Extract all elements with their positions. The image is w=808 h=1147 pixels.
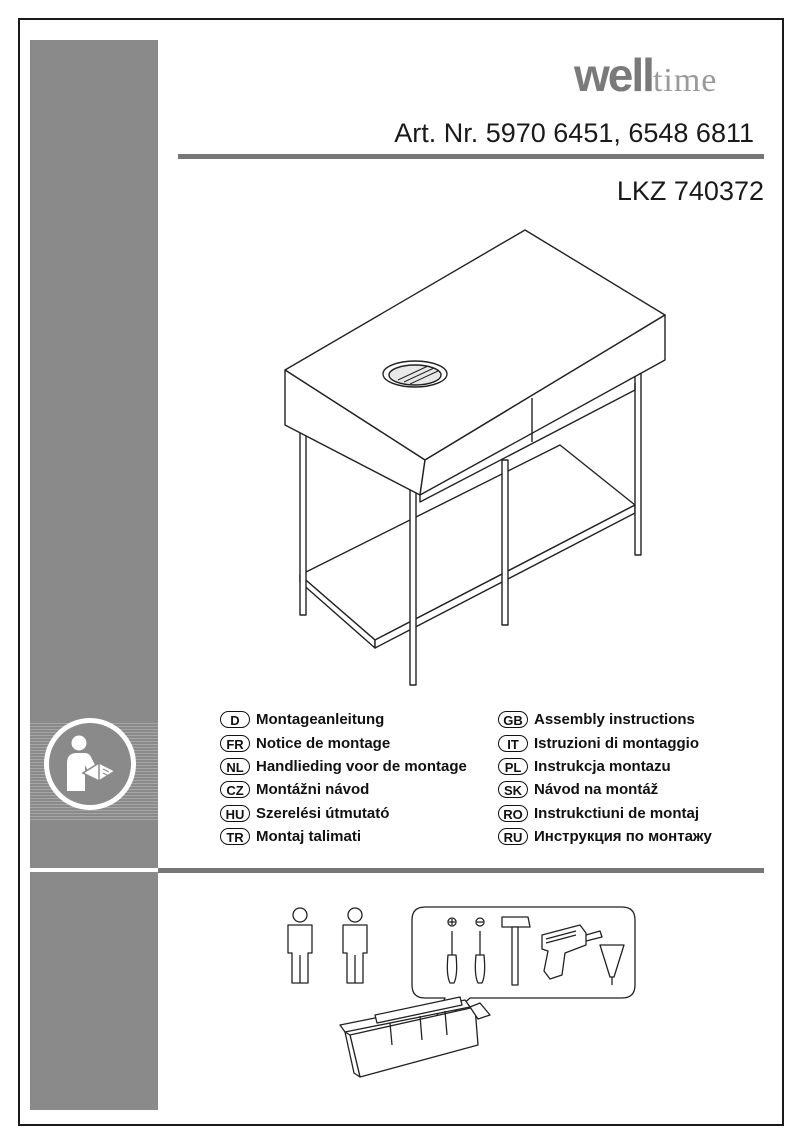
language-label: Notice de montage [256, 734, 391, 752]
language-label: Assembly instructions [534, 711, 695, 729]
language-row-pl [498, 755, 712, 778]
two-persons-icon [288, 908, 367, 983]
brand-logo-sub: time [652, 62, 718, 99]
toolbox-icon [340, 997, 490, 1077]
language-code-badge: CZ [220, 781, 250, 798]
read-instructions-icon [44, 718, 136, 810]
language-code-badge: PL [498, 758, 528, 775]
language-code-badge: IT [498, 735, 528, 752]
language-list-right [498, 708, 712, 848]
header-rule [178, 154, 764, 159]
language-code-badge: HU [220, 805, 250, 822]
language-label: Montaj talimati [256, 828, 362, 846]
section-rule [158, 868, 764, 873]
language-label: Szerelési útmutató [256, 804, 390, 822]
brand-logo-main: well [574, 49, 653, 101]
language-label: Instrukcja montazu [534, 757, 671, 775]
language-code-badge: D [220, 711, 250, 728]
language-code-badge: FR [220, 735, 250, 752]
language-code-badge: TR [220, 828, 250, 845]
language-code-badge: SK [498, 781, 528, 798]
language-row-ro [498, 802, 712, 825]
language-row-hu [220, 802, 467, 825]
language-row-nl [220, 755, 467, 778]
person-icon [343, 908, 367, 983]
vanity-table-illustration [270, 220, 670, 700]
language-label: Инструкция по монтажу [534, 828, 712, 846]
sidebar-bar [30, 40, 158, 1110]
sidebar-divider [30, 868, 158, 872]
language-row-cz [220, 778, 467, 801]
language-label: Návod na montáž [534, 781, 659, 799]
language-label: Handlieding voor de montage [256, 757, 467, 775]
language-row-gb [498, 708, 712, 731]
language-row-fr [220, 731, 467, 754]
tools-and-persons-illustration [280, 895, 640, 1080]
language-code-badge: RO [498, 805, 528, 822]
language-label: Montageanleitung [256, 711, 385, 729]
language-row-tr [220, 825, 467, 848]
reader-person-icon [49, 723, 131, 805]
language-row-it [498, 731, 712, 754]
language-label: Montážni návod [256, 781, 370, 799]
person-icon [288, 908, 312, 983]
brand-logo [574, 48, 718, 101]
language-row-sk [498, 778, 712, 801]
article-numbers: Art. Nr. 5970 6451, 6548 6811 [394, 118, 754, 148]
model-number: LKZ 740372 [616, 176, 764, 206]
language-code-badge: NL [220, 758, 250, 775]
language-row-ru [498, 825, 712, 848]
language-list-left [220, 708, 467, 848]
language-label: Instrukctiuni de montaj [534, 804, 700, 822]
language-label: Istruzioni di montaggio [534, 734, 699, 752]
read-instructions-icon-background [49, 723, 131, 805]
language-row-d [220, 708, 467, 731]
language-code-badge: RU [498, 828, 528, 845]
language-code-badge: GB [498, 711, 528, 728]
